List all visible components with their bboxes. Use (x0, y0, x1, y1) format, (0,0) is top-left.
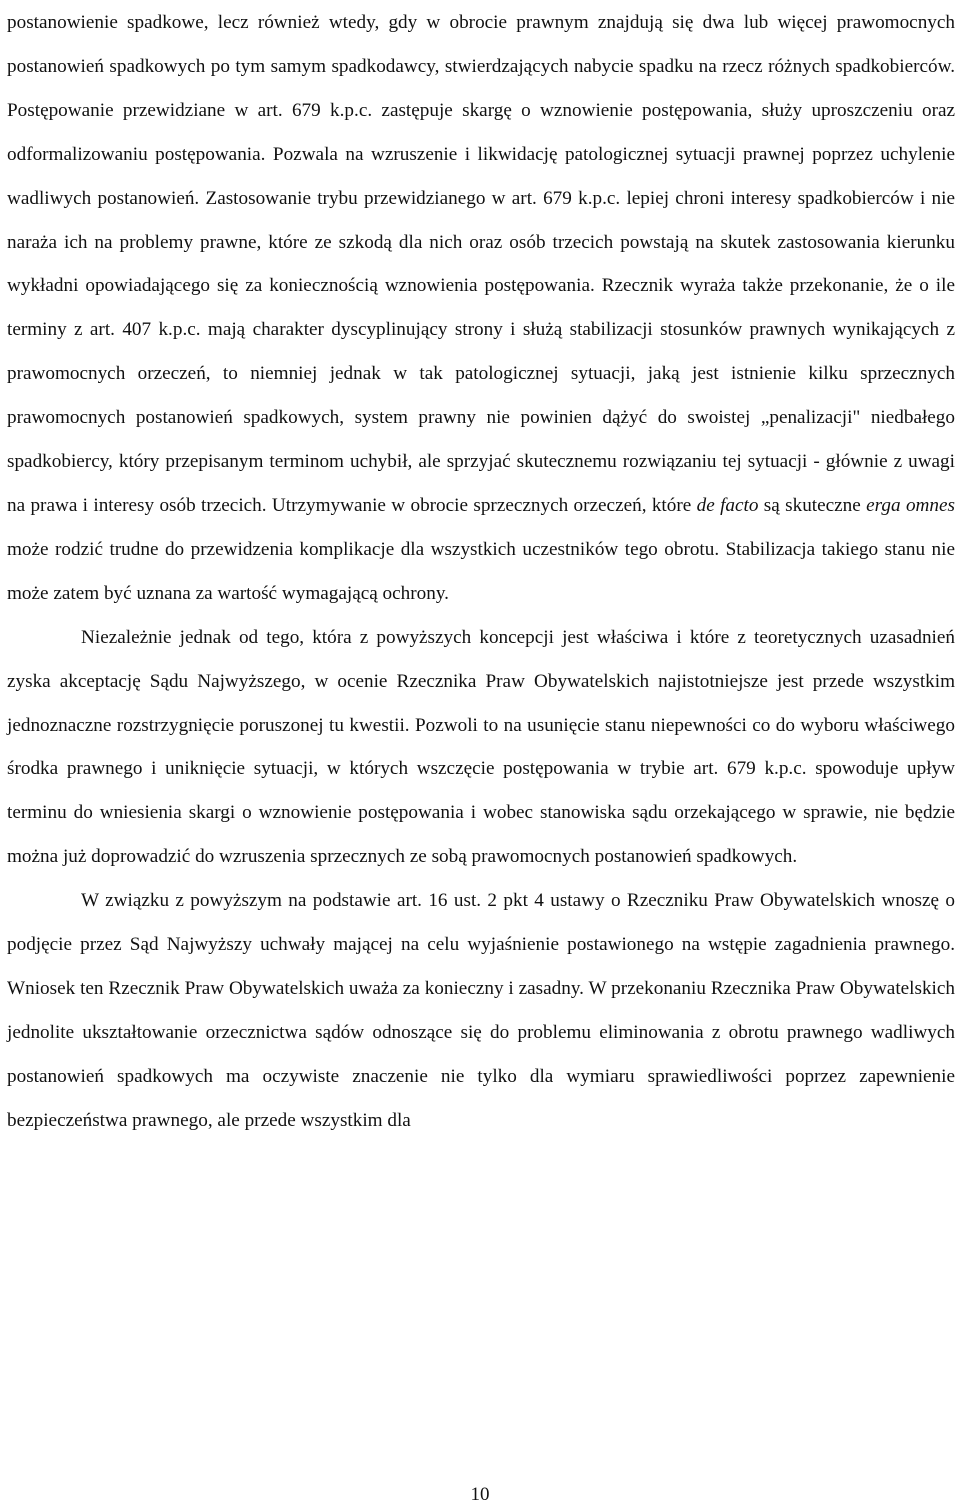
paragraph-motion (7, 879, 955, 1142)
paragraph-text: może rodzić trudne do przewidzenia komplikacje dla wszystkich uczestników tego obrotu. Stabilizacja takiego stanu nie może zatem być uznana za wartość wymagającą ochrony. (7, 538, 955, 604)
paragraph-rpo-assessment (7, 616, 955, 879)
paragraph-continuation (7, 1, 955, 616)
italic-term-erga-omnes: erga omnes (866, 494, 955, 516)
paragraph-text: Niezależnie jednak od tego, która z powyższych koncepcji jest właściwa i które z teoretycznych uzasadnień zyska akceptację Sądu Najwyższego, w ocenie Rzecznika Praw Obywatelskich najistotniejsze jest przede wszystkim jednoznaczne rozstrzygnięcie poruszonej tu kwestii. Pozwoli to na usunięcie stanu niepewności co do wyboru właściwego środka prawnego i uniknięcie sytuacji, w których wszczęcie postępowania w trybie art. 679 k.p.c. spowoduje upływ terminu do wniesienia skargi o wznowienie postępowania i wobec stanowiska sądu orzekającego w sprawie, nie będzie można już doprowadzić do wzruszenia sprzecznych ze sobą prawomocnych postanowień spadkowych. (7, 626, 955, 868)
paragraph-text: postanowienie spadkowe, lecz również wtedy, gdy w obrocie prawnym znajdują się dwa lub więcej prawomocnych postanowień spadkowych po tym samym spadkodawcy, stwierdzających nabycie spadku na rzecz różnych spadkobierców. Postępowanie przewidziane w art. 679 k.p.c. zastępuje skargę o wznowienie postępowania, służy uproszczeniu oraz odformalizowaniu postępowania. Pozwala na wzruszenie i likwidację patologicznej sytuacji prawnej poprzez uchylenie wadliwych postanowień. Zastosowanie trybu przewidzianego w art. 679 k.p.c. lepiej chroni interesy spadkobierców i nie naraża ich na problemy prawne, które ze szkodą dla nich oraz osób trzecich powstają na skutek zastosowania kierunku wykładni opowiadającego się za koniecznością wznowienia postępowania. Rzecznik wyraża także przekonanie, że o ile terminy z art. 407 k.p.c. mają charakter dyscyplinujący strony i służą stabilizacji stosunków prawnych wynikających z prawomocnych orzeczeń, to niemniej jednak w tak patologicznej sytuacji, jaką jest istnienie kilku sprzecznych prawomocnych postanowień spadkowych, system prawny nie powinien dążyć do swoistej „penalizacji" niedbałego spadkobiercy, który przepisanym terminom uchybił, ale sprzyjać skutecznemu rozwiązaniu tej sytuacji - głównie z uwagi na prawa i interesy osób trzecich. Utrzymywanie w obrocie sprzecznych orzeczeń, które (7, 12, 955, 516)
italic-term-de-facto: de facto (696, 494, 759, 516)
paragraph-text: są skuteczne (758, 494, 867, 516)
document-page (7, 0, 955, 1143)
page-number: 10 (470, 1484, 490, 1505)
paragraph-text: W związku z powyższym na podstawie art. 16 ust. 2 pkt 4 ustawy o Rzeczniku Praw Obywatelskich wnoszę o podjęcie przez Sąd Najwyższy uchwały mającej na celu wyjaśnienie postawionego na wstępie zagadnienia prawnego. Wniosek ten Rzecznik Praw Obywatelskich uważa za konieczny i zasadny. W przekonaniu Rzecznika Praw Obywatelskich jednolite ukształtowanie orzecznictwa sądów odnoszące się do problemu eliminowania z obrotu prawnego wadliwych postanowień spadkowych ma oczywiste znaczenie nie tylko dla wymiaru sprawiedliwości poprzez zapewnienie bezpieczeństwa prawnego, ale przede wszystkim dla (7, 890, 955, 1131)
